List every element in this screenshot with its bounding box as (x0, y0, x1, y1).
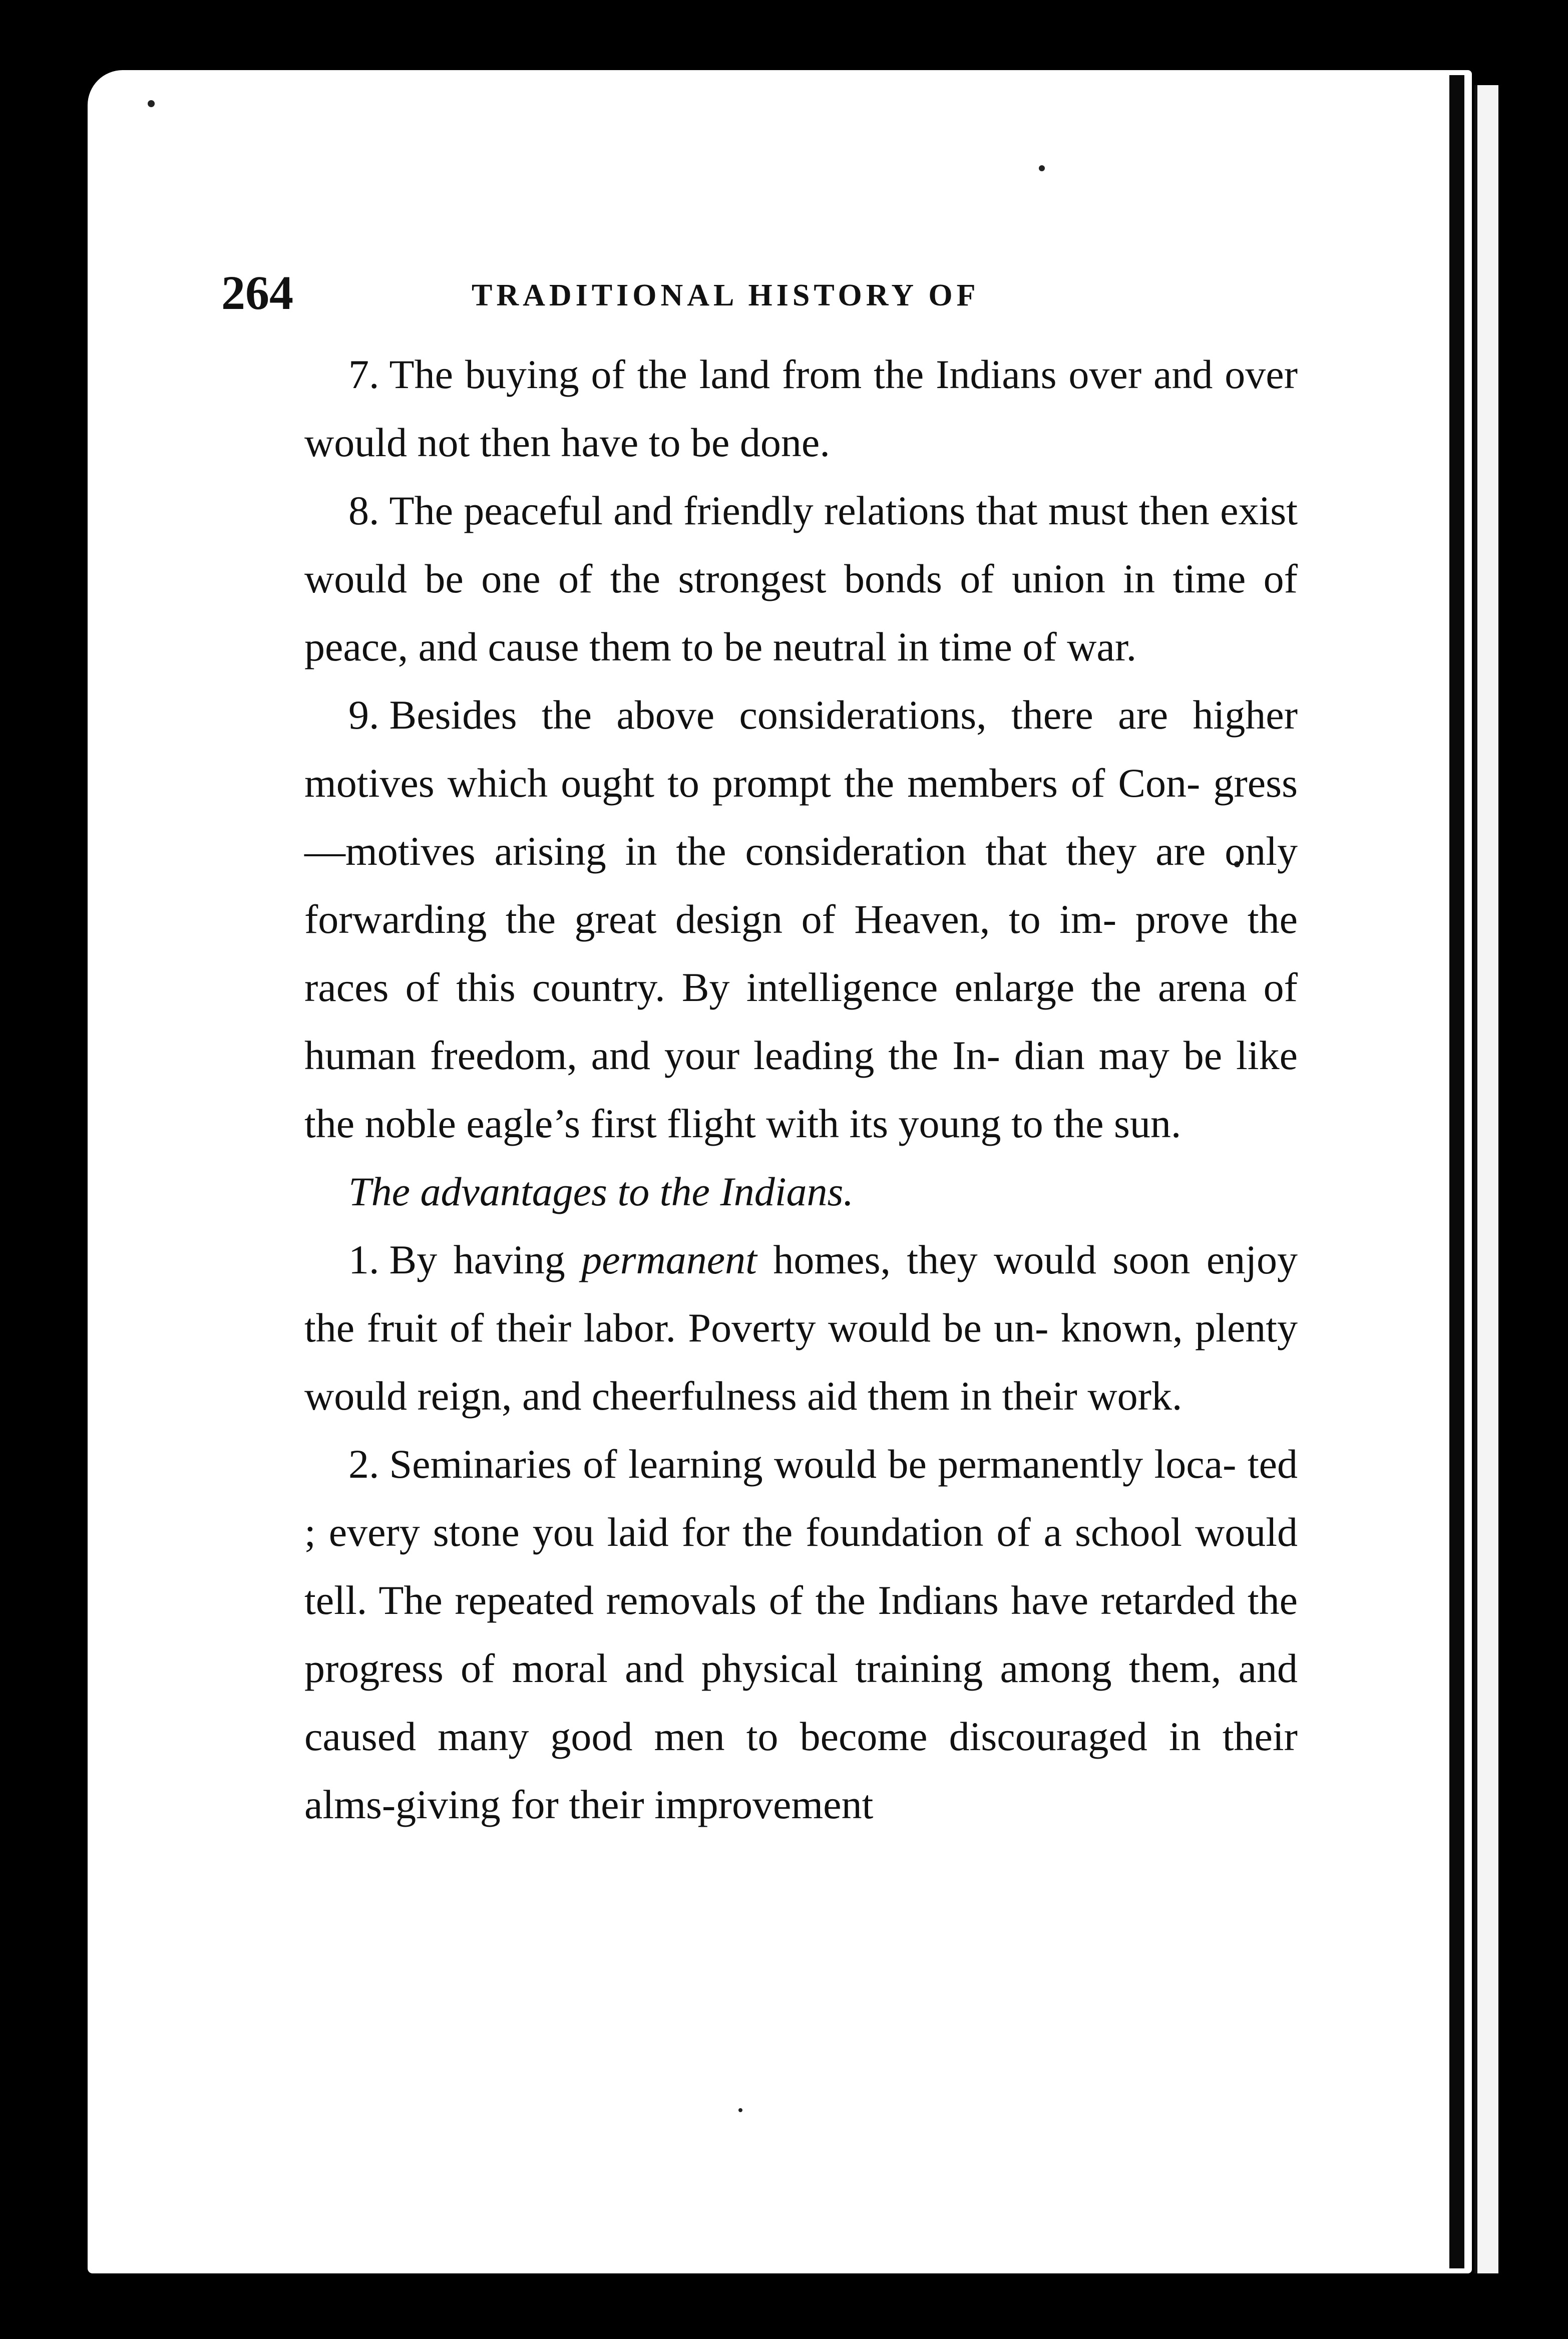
paragraph-text: The peaceful and friendly relations that must then exist would be one of the strongest bonds of union in time of peace, and cause them to be neutral in time of war. (304, 488, 1298, 670)
paragraph-text: Seminaries of learning would be permanently loca- ted ; every stone you laid for the foundation of a school would tell. The repeated removals of the Indians have retarded the progress of moral and physical training among them, and caused many good men to become discouraged in their alms-giving for their improvement (304, 1441, 1298, 1827)
adjacent-page-strip (1474, 85, 1498, 2273)
ink-speck (738, 2108, 742, 2112)
emphasis-word: permanent (581, 1237, 757, 1282)
paragraph-text-lead: By having (389, 1237, 565, 1282)
section-subheading: The advantages to the Indians. (348, 1169, 854, 1214)
paragraph-8 (304, 477, 1298, 681)
advantage-1 (304, 1226, 1298, 1430)
paragraph-text: Besides the above considerations, there are higher motives which ought to prompt the members of Con- gress—motives arising in the consideration that they are only forwarding the great design of Heaven, to im- prove the races of this country. By intelligence enlarge the arena of human freedom, and your leading the In- dian may be like the noble eagle’s first flight with its young to the sun. (304, 692, 1298, 1146)
advantage-2 (304, 1430, 1298, 1839)
page-body (304, 341, 1298, 1839)
running-head: TRADITIONAL HISTORY OF (472, 278, 980, 312)
page-header (221, 260, 1298, 325)
paragraph-7 (304, 341, 1298, 477)
paragraph-number: 8. (348, 488, 379, 533)
paragraph-number: 2. (348, 1441, 379, 1487)
ink-speck (148, 100, 155, 107)
paragraph-number: 1. (348, 1237, 379, 1282)
paragraph-9 (304, 681, 1298, 1158)
book-page (88, 70, 1472, 2273)
paragraph-number: 7. (348, 352, 379, 397)
page-edge-shadow (1449, 75, 1464, 2268)
paragraph-number: 9. (348, 692, 379, 738)
ink-speck (1039, 165, 1045, 171)
paragraph-text: The buying of the land from the Indians over and over would not then have to be done. (304, 352, 1298, 465)
paragraph-text: homes, they would soon enjoy the fruit of their labor. Poverty would be un- known, plenty would reign, and cheerfulness aid them in their work. (304, 1237, 1298, 1419)
page-number: 264 (221, 266, 293, 319)
